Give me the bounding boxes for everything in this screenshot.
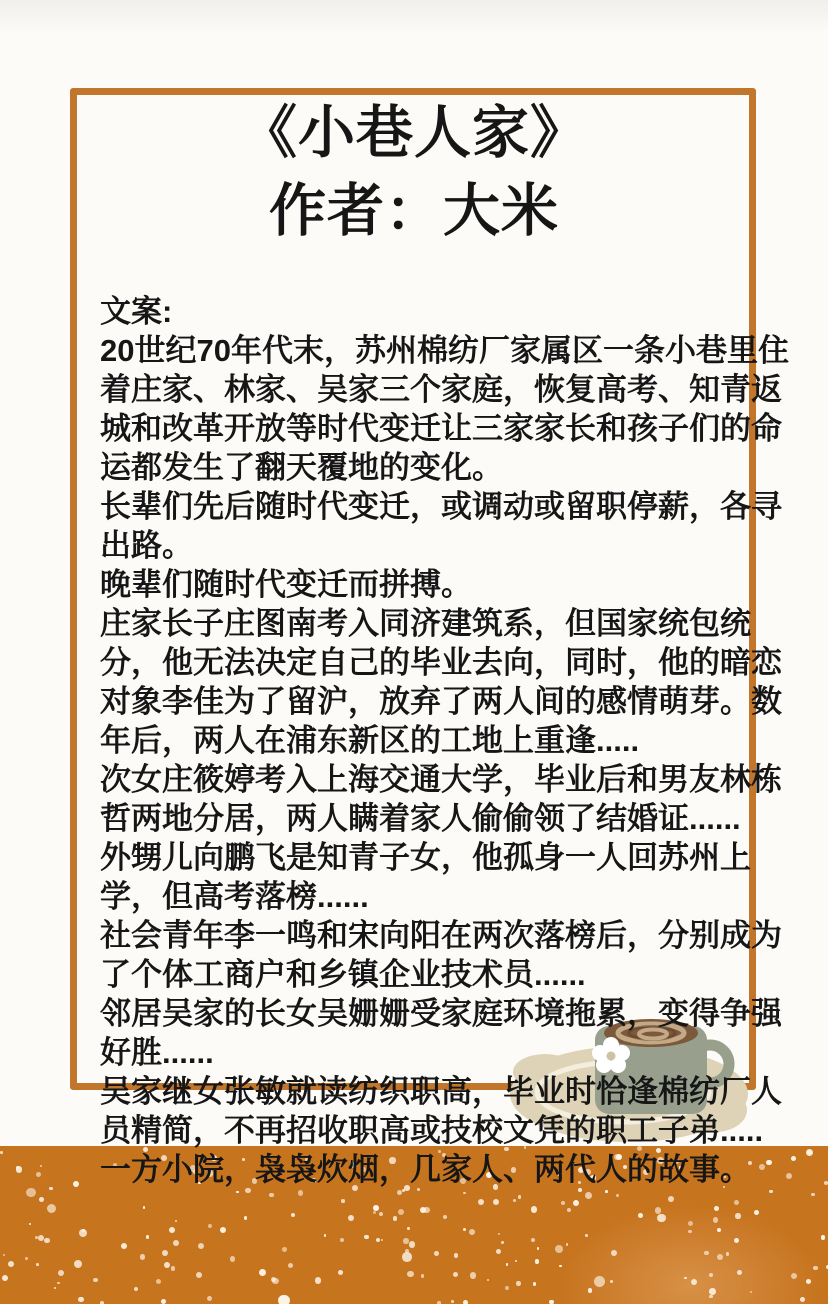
synopsis-line: 长辈们先后随时代变迁，或调动或留职停薪，各寻 (100, 489, 782, 524)
synopsis-line: 邻居吴家的长女吴姗姗受家庭环境拖累，变得争强 (100, 996, 782, 1031)
speckle-dot (198, 1243, 204, 1249)
speckle-dot (146, 1235, 150, 1239)
speckle-dot (505, 1286, 509, 1290)
synopsis-line: 20世纪70年代末，苏州棉纺厂家属区一条小巷里住 (100, 333, 789, 368)
speckle-dot (121, 1243, 127, 1249)
speckle-dot (487, 1279, 489, 1281)
speckle-dot (684, 1277, 687, 1280)
speckle-dot (806, 1279, 811, 1284)
speckle-dot (364, 1235, 368, 1239)
speckle-dot (533, 1282, 537, 1286)
author-line: 作者：大米 (269, 179, 559, 243)
speckle-dot (638, 1213, 643, 1218)
speckle-dot (0, 1151, 3, 1154)
speckle-dot (791, 1156, 797, 1162)
speckle-dot (161, 1299, 166, 1304)
speckle-dot (236, 1191, 238, 1193)
speckle-dot (594, 1276, 605, 1287)
speckle-dot (453, 1272, 458, 1277)
speckle-dot (735, 1213, 740, 1218)
synopsis-line: 对象李佳为了留沪，放弃了两人间的感情萌芽。数 (100, 684, 782, 719)
speckle-dot (824, 1181, 828, 1186)
speckle-dot (324, 1234, 327, 1237)
speckle-dot (726, 1252, 730, 1256)
speckle-dot (515, 1260, 518, 1263)
speckle-dot (8, 1261, 14, 1267)
speckle-dot (549, 1300, 554, 1304)
speckle-dot (156, 1279, 161, 1284)
synopsis-line: 外甥儿向鹏飞是知青子女，他孤身一人回苏州上 (100, 840, 751, 875)
speckle-dot (463, 1300, 468, 1304)
speckle-dot (567, 1208, 571, 1212)
synopsis-line: 吴家继女张敏就读纺织职高，毕业时恰逢棉纺厂人 (100, 1074, 782, 1109)
speckle-dot (58, 1270, 64, 1276)
speckle-dot (434, 1251, 439, 1256)
synopsis-line: 庄家长子庄图南考入同济建筑系，但国家统包统 (100, 606, 751, 641)
synopsis-line: 一方小院，袅袅炊烟，几家人、两代人的故事。 (100, 1152, 751, 1187)
speckle-dot (403, 1238, 409, 1244)
speckle-dot (737, 1270, 742, 1275)
speckle-dot (531, 1206, 537, 1212)
speckle-dot (259, 1269, 267, 1277)
speckle-dot (393, 1216, 397, 1220)
synopsis-line: 哲两地分居，两人瞒着家人偷偷领了结婚证...... (100, 801, 741, 836)
speckle-dot (443, 1215, 447, 1219)
speckle-dot (402, 1252, 412, 1262)
speckle-dot (196, 1272, 202, 1278)
synopsis-line: 社会青年李一鸣和宋向阳在两次落榜后，分别成为 (100, 918, 782, 953)
title-block (72, 94, 756, 250)
top-shade (0, 0, 828, 34)
speckle-dot (373, 1211, 376, 1214)
speckle-dot (291, 1213, 295, 1217)
speckle-dot (469, 1229, 476, 1236)
speckle-dot (463, 1228, 466, 1231)
speckle-dot (714, 1206, 719, 1211)
speckle-dot (407, 1271, 413, 1277)
speckle-dot (516, 1281, 521, 1286)
speckle-dot (610, 1280, 613, 1283)
speckle-dot (555, 1245, 563, 1253)
speckle-dot (140, 1254, 145, 1259)
speckle-dot (561, 1201, 565, 1205)
speckle-dot (750, 1291, 752, 1293)
speckle-dot (288, 1263, 294, 1269)
speckle-dot (668, 1196, 674, 1202)
speckle-dot (220, 1227, 227, 1234)
speckle-dot (531, 1238, 535, 1242)
speckle-dot (39, 1197, 44, 1202)
speckle-dot (25, 1257, 28, 1260)
speckle-dot (811, 1193, 815, 1197)
speckle-dot (348, 1215, 354, 1221)
synopsis-line: 晚辈们随时代变迁而拼搏。 (100, 567, 472, 602)
speckle-dot (655, 1207, 661, 1213)
speckle-dot (451, 1300, 454, 1303)
speckle-dot (498, 1233, 501, 1236)
synopsis-line: 文案: (100, 294, 173, 329)
speckle-dot (709, 1295, 713, 1299)
speckle-dot (381, 1239, 384, 1242)
speckle-dot (717, 1228, 721, 1232)
speckle-dot (800, 1297, 805, 1302)
speckle-dot (379, 1212, 383, 1216)
speckle-dot (164, 1262, 170, 1268)
speckle-dot (398, 1209, 404, 1215)
speckle-dot (573, 1200, 580, 1207)
speckle-dot (407, 1227, 410, 1230)
synopsis-line: 员精简，不再招收职高或技校文凭的职工子弟..... (100, 1113, 764, 1148)
speckle-dot (134, 1287, 138, 1291)
speckle-dot (513, 1199, 516, 1202)
speckle-dot (54, 1287, 56, 1289)
synopsis-line: 好胜...... (100, 1035, 214, 1070)
speckle-dot (44, 1238, 49, 1243)
speckle-dot (518, 1195, 521, 1198)
speckle-dot (506, 1263, 509, 1266)
speckle-dot (420, 1207, 426, 1213)
speckle-dot (74, 1260, 82, 1268)
speckle-dot (82, 1229, 85, 1232)
speckle-dot (501, 1241, 504, 1244)
speckle-dot (709, 1288, 716, 1295)
speckle-dot (463, 1192, 466, 1195)
speckle-dot (282, 1247, 287, 1252)
speckle-dot (373, 1205, 379, 1211)
speckle-dot (605, 1190, 608, 1193)
speckle-dot (16, 1166, 23, 1173)
speckle-dot (791, 1273, 798, 1280)
synopsis-text (100, 292, 789, 1189)
speckle-dot (409, 1241, 415, 1247)
speckle-dot (478, 1199, 484, 1205)
speckle-dot (397, 1190, 402, 1195)
speckle-dot (171, 1266, 176, 1271)
speckle-dot (493, 1199, 500, 1206)
speckle-dot (47, 1204, 56, 1213)
speckle-dot (496, 1249, 501, 1254)
synopsis-line: 城和改革开放等时代变迁让三家家长和孩子们的命 (100, 411, 782, 446)
speckle-dot (93, 1278, 98, 1283)
speckle-dot (470, 1272, 477, 1279)
speckle-dot (611, 1250, 617, 1256)
speckle-dot (162, 1250, 168, 1256)
book-title: 《小巷人家》 (240, 101, 588, 165)
synopsis-line: 出路。 (100, 528, 193, 563)
synopsis-line: 了个体工商户和乡镇企业技术员...... (100, 957, 586, 992)
speckle-dot (734, 1200, 739, 1205)
speckle-dot (340, 1238, 344, 1242)
speckle-dot (813, 1266, 818, 1271)
speckle-dot (588, 1288, 592, 1292)
speckle-dot (585, 1234, 588, 1237)
synopsis-line: 着庄家、林家、吴家三个家庭，恢复高考、知青返 (100, 372, 782, 407)
speckle-dot (143, 1206, 146, 1209)
speckle-dot (29, 1223, 31, 1225)
speckle-dot (208, 1224, 212, 1228)
speckle-dot (49, 1187, 52, 1190)
speckle-dot (73, 1181, 79, 1187)
speckle-dot (38, 1235, 44, 1241)
speckle-dot (269, 1193, 274, 1198)
synopsis-line: 分，他无法决定自己的毕业去向，同时，他的暗恋 (100, 645, 782, 680)
speckle-dot (616, 1194, 619, 1197)
speckle-dot (36, 1263, 39, 1266)
speckle-dot (769, 1190, 773, 1194)
speckle-dot (78, 1297, 83, 1302)
speckle-dot (298, 1190, 304, 1196)
speckle-dot (535, 1259, 539, 1263)
speckle-dot (704, 1251, 709, 1256)
speckle-dot (754, 1210, 759, 1215)
speckle-dot (207, 1296, 212, 1301)
speckle-dot (585, 1192, 592, 1199)
speckle-dot (559, 1265, 562, 1268)
speckle-dot (338, 1270, 343, 1275)
speckle-dot (3, 1254, 5, 1256)
speckle-dot (57, 1282, 60, 1285)
speckle-dot (657, 1214, 666, 1223)
speckle-dot (36, 1172, 41, 1177)
speckle-dot (691, 1279, 697, 1285)
speckle-dot (688, 1230, 692, 1234)
speckle-dot (173, 1240, 179, 1246)
speckle-dot (376, 1238, 380, 1242)
synopsis-line: 次女庄筱婷考入上海交通大学，毕业后和男友林栋 (100, 762, 782, 797)
speckle-dot (713, 1217, 719, 1223)
synopsis-line: 运都发生了翻天覆地的变化。 (100, 450, 503, 485)
synopsis-line: 学，但高考落榜...... (100, 879, 369, 914)
speckle-dot (821, 1235, 826, 1240)
speckle-dot (566, 1243, 568, 1245)
speckle-dot (734, 1238, 739, 1243)
speckle-dot (806, 1149, 813, 1156)
speckle-dot (40, 1165, 42, 1167)
speckle-dot (278, 1295, 289, 1304)
speckle-dot (454, 1253, 458, 1257)
speckle-dot (26, 1188, 36, 1198)
speckle-dot (717, 1254, 723, 1260)
speckle-dot (688, 1221, 693, 1226)
speckle-dot (175, 1220, 178, 1223)
speckle-dot (244, 1216, 248, 1220)
speckle-dot (341, 1199, 345, 1203)
speckle-dot (786, 1173, 792, 1179)
speckle-dot (537, 1247, 539, 1249)
speckle-dot (230, 1256, 236, 1262)
speckle-dot (315, 1277, 321, 1283)
synopsis-line: 年后，两人在浦东新区的工地上重逢..... (100, 723, 640, 758)
speckle-dot (421, 1274, 424, 1277)
speckle-dot (169, 1227, 175, 1233)
speckle-dot (2, 1275, 9, 1282)
speckle-dot (709, 1273, 713, 1277)
